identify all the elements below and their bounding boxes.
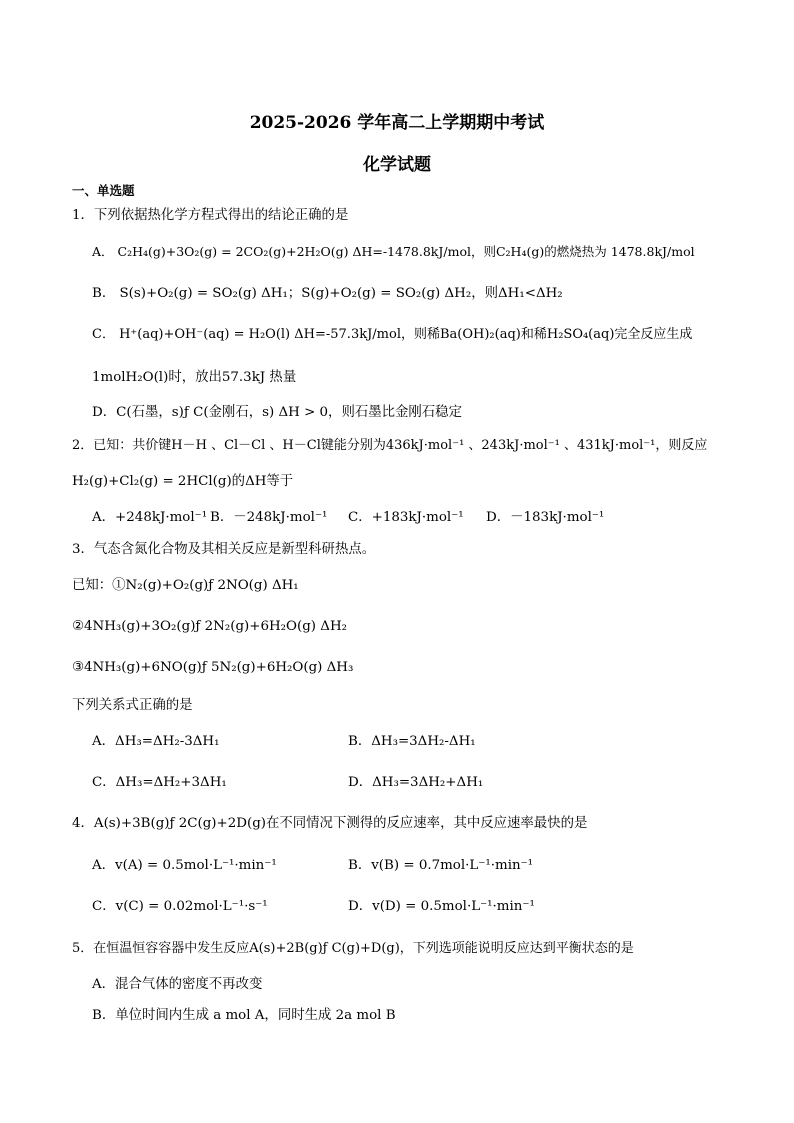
question-3-option-b: B．ΔH₃=3ΔH₂-ΔH₁ [348, 734, 476, 749]
question-3-equation-2: ②4NH₃(g)+3O₂(g)ƒ 2N₂(g)+6H₂O(g) ΔH₂ [72, 619, 348, 634]
question-4-option-d: D．v(D) = 0.5mol·L⁻¹·min⁻¹ [348, 899, 535, 914]
question-3-equation-3: ③4NH₃(g)+6NO(g)ƒ 5N₂(g)+6H₂O(g) ΔH₃ [72, 660, 354, 675]
question-1-option-c: C． H⁺(aq)+OH⁻(aq) = H₂O(l) ΔH=-57.3kJ/mol，则稀Ba(OH)₂(aq)和稀H₂SO₄(aq)完全反应生成 [92, 327, 693, 342]
question-5-option-b: B．单位时间内生成 a mol A，同时生成 2a mol B [92, 1008, 396, 1023]
question-4-option-a: A．v(A) = 0.5mol·L⁻¹·min⁻¹ [92, 858, 277, 873]
question-5-stem: 5．在恒温恒容容器中发生反应A(s)+2B(g)ƒ C(g)+D(g)，下列选项能说明反应达到平衡状态的是 [72, 941, 634, 956]
question-3-option-d: D．ΔH₃=3ΔH₂+ΔH₁ [348, 775, 484, 790]
question-2-option-b: B．－248kJ·mol⁻¹ [210, 510, 328, 525]
question-1-option-d: D．C(石墨，s)ƒ C(金刚石，s) ΔH > 0，则石墨比金刚石稳定 [92, 405, 462, 420]
question-2-stem-continued: H₂(g)+Cl₂(g) = 2HCl(g)的ΔH等于 [72, 474, 294, 489]
question-3-ask: 下列关系式正确的是 [72, 698, 193, 713]
question-5-option-a: A．混合气体的密度不再改变 [92, 977, 263, 992]
question-3-equation-1: 已知：①N₂(g)+O₂(g)ƒ 2NO(g) ΔH₁ [72, 578, 299, 593]
question-3-stem: 3．气态含氮化合物及其相关反应是新型科研热点。 [72, 542, 376, 557]
question-1-option-c-continued: 1molH₂O(l)时，放出57.3kJ 热量 [92, 370, 297, 385]
question-4-option-b: B．v(B) = 0.7mol·L⁻¹·min⁻¹ [348, 858, 534, 873]
question-2-stem: 2．已知：共价键H－H 、Cl－Cl 、H－Cl键能分别为436kJ·mol⁻¹ 、243kJ·mol⁻¹ 、431kJ·mol⁻¹，则反应 [72, 438, 708, 453]
question-1-option-a: A． C₂H₄(g)+3O₂(g) = 2CO₂(g)+2H₂O(g) ΔH=-1478.8kJ/mol，则C₂H₄(g)的燃烧热为 1478.8kJ/mol [92, 244, 695, 259]
question-2-option-d: D．－183kJ·mol⁻¹ [486, 510, 605, 525]
section-heading: 一、单选题 [72, 183, 135, 198]
question-4-stem: 4．A(s)+3B(g)ƒ 2C(g)+2D(g)在不同情况下测得的反应速率，其中反应速率最快的是 [72, 816, 588, 831]
question-3-option-c: C．ΔH₃=ΔH₂+3ΔH₁ [92, 775, 227, 790]
question-1-stem: 1．下列依据热化学方程式得出的结论正确的是 [72, 208, 349, 223]
exam-title: 2025-2026 学年高二上学期期中考试 [249, 113, 545, 133]
question-2-option-c: C．+183kJ·mol⁻¹ [348, 510, 464, 525]
question-1-option-b: B． S(s)+O₂(g) = SO₂(g) ΔH₁；S(g)+O₂(g) = SO₂(g) ΔH₂，则ΔH₁<ΔH₂ [92, 286, 563, 301]
exam-subtitle: 化学试题 [363, 155, 431, 175]
question-4-option-c: C．v(C) = 0.02mol·L⁻¹·s⁻¹ [92, 899, 268, 914]
question-3-option-a: A．ΔH₃=ΔH₂-3ΔH₁ [92, 734, 220, 749]
question-2-option-a: A．+248kJ·mol⁻¹ [92, 510, 208, 525]
